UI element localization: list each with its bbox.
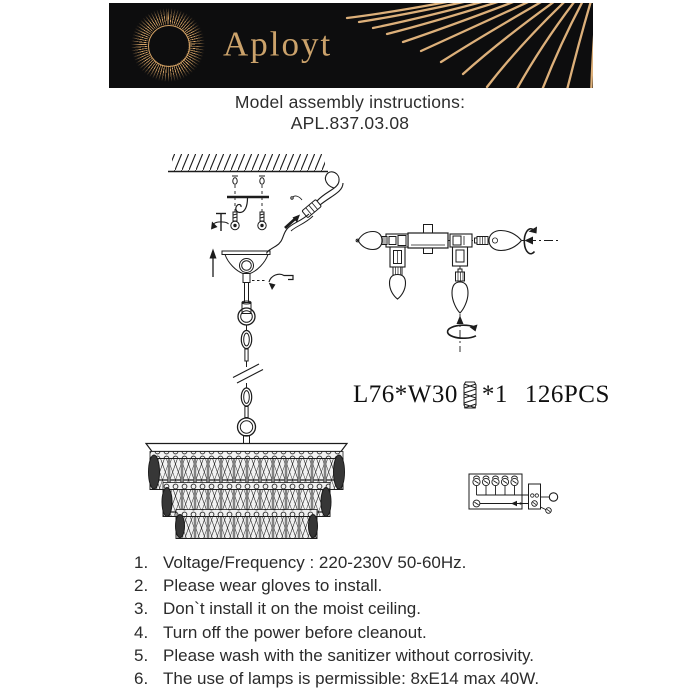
crystal-spec-line [353,379,610,411]
wires-and-connector [267,172,344,254]
instruction-number: 6. [134,669,149,689]
instruction-text: Please wear gloves to install. [163,576,383,596]
ceiling-hatch [168,154,328,172]
bulb-installation-diagram [356,225,560,353]
pieces-count: 126PCS [524,381,610,408]
instruction-number: 3. [134,599,149,619]
instruction-number: 5. [134,645,149,665]
suspension-chain [233,308,263,444]
instruction-item [134,667,614,690]
instruction-number: 2. [134,576,149,596]
model-number: APL.837.03.08 [290,113,410,133]
page-title: Model assembly instructions: [234,92,466,112]
instruction-text: Turn off the power before cleanout. [163,622,427,642]
wiring-diagram [469,474,558,513]
crystal-chandelier [146,444,347,539]
instruction-item [134,551,614,574]
crystal-dimensions: L76*W30 [353,381,458,408]
ceiling-canopy [222,251,270,314]
crystal-quantity: *1 [481,381,508,408]
instruction-item [134,597,614,620]
locking-hook-tool [252,274,293,290]
lift-up-arrow-icon [210,249,217,278]
instruction-text: Please wash with the sanitizer without corrosivity. [163,645,535,665]
brand-name: Aployt [223,23,333,63]
instruction-item [134,574,614,597]
instruction-number: 4. [134,622,149,642]
instruction-text: Voltage/Frequency : 220-230V 50-60Hz. [163,553,467,572]
instruction-text: Don`t install it on the moist ceiling. [163,599,421,619]
instruction-item [134,644,614,667]
instruction-item [134,621,614,644]
screw-rotation-icon [211,214,229,232]
instruction-list [134,551,614,690]
anchor-screws-and-bracket [227,176,269,230]
instruction-number: 1. [134,553,149,572]
instruction-text: The use of lamps is permissible: 8xE14 max 40W. [163,669,540,689]
crystal-pendant-icon [463,381,477,409]
